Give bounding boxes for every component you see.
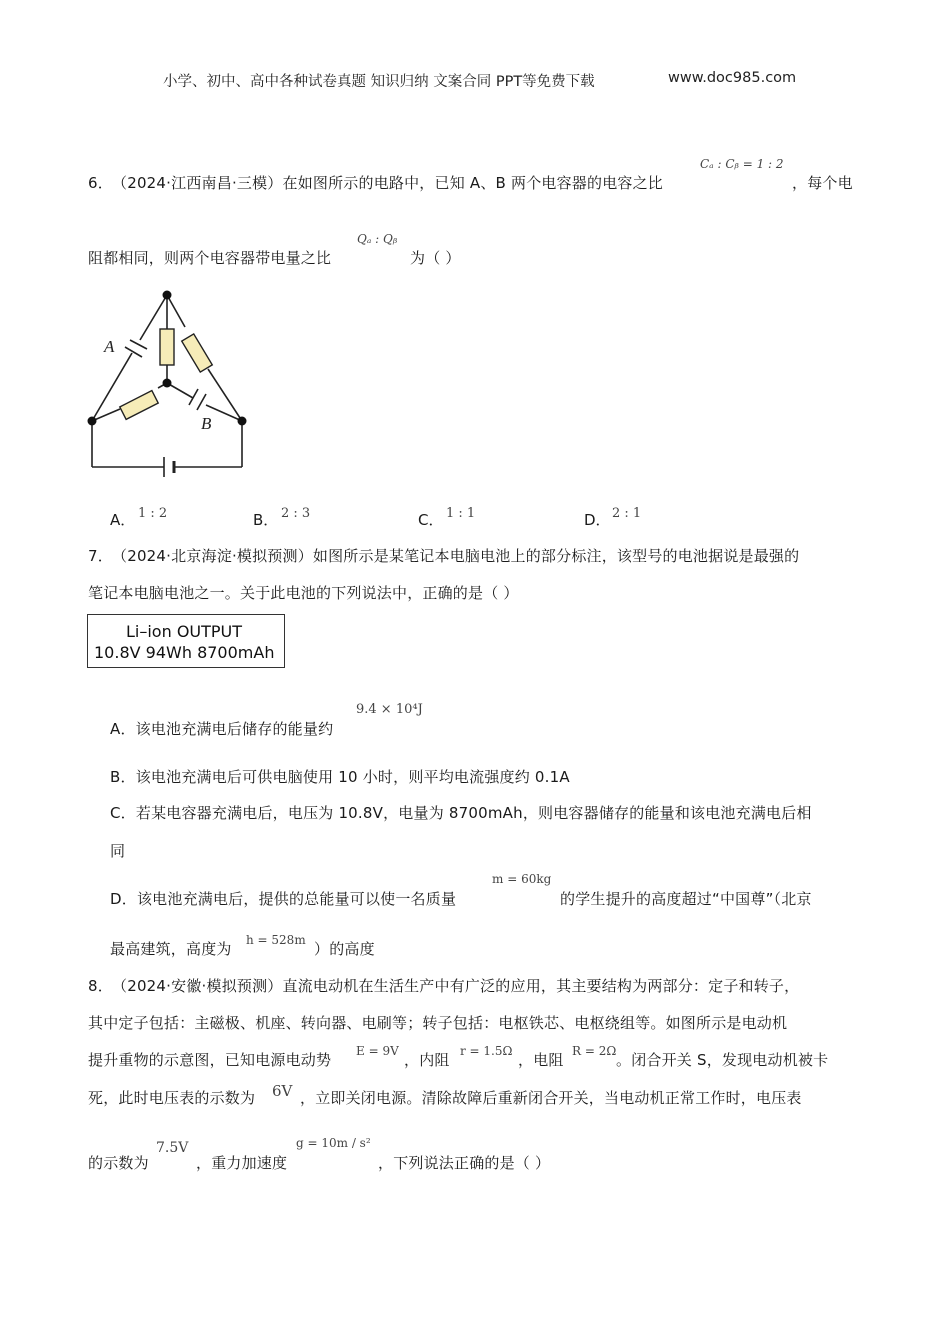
q6-ratio-q: Qₐ : Qᵦ [357, 232, 398, 246]
q6-option-c-value: 1 : 1 [446, 506, 476, 521]
q8-line1: （2024·安徽·模拟预测）直流电动机在生活生产中有广泛的应用，其主要结构为两部分：定子和转子， [112, 977, 800, 995]
battery-label-box [87, 614, 285, 668]
q7-option-d-math: m = 60kg [492, 872, 552, 886]
capacitor-a-icon [125, 340, 147, 357]
label-a: A [104, 337, 115, 356]
q8-line4-m1: 6V [272, 1082, 293, 1100]
q7-option-c-text2: 同 [110, 842, 126, 860]
q6-option-c-letter[interactable]: C． [418, 511, 444, 529]
q6-line1: （2024·江西南昌·三模）在如图所示的电路中，已知 A、B 两个电容器的电容之比 [112, 174, 664, 192]
q7-option-d-text1-tail: 的学生提升的高度超过“中国尊”（北京 [560, 890, 812, 908]
q8-line5-b: ，重力加速度 [196, 1154, 288, 1172]
q8-line2: 其中定子包括：主磁极、机座、转向器、电刷等；转子包括：电枢铁芯、电枢绕组等。如图所示是电动机 [88, 1014, 788, 1032]
q6-line2-tail: 为（ ） [410, 249, 461, 267]
q7-option-b-text[interactable]: B．该电池充满电后可供电脑使用 10 小时，则平均电流强度约 0.1A [110, 768, 570, 786]
q8-line5-m2: g = 10m / s² [296, 1136, 371, 1150]
q8-line3-m1: E = 9V [356, 1044, 399, 1058]
q7-line2: 笔记本电脑电池之一。关于此电池的下列说法中，正确的是（ ） [88, 584, 519, 602]
q8-line4-a: 死，此时电压表的示数为 [88, 1089, 256, 1107]
q8-line5-c: ，下列说法正确的是（ ） [378, 1154, 551, 1172]
q7-number: 7． [88, 547, 113, 565]
q7-line1: （2024·北京海淀·模拟预测）如图所示是某笔记本电脑电池上的部分标注，该型号的电池据说是最强的 [112, 547, 800, 565]
q7-option-d-text1[interactable]: D．该电池充满电后，提供的总能量可以使一名质量 [110, 890, 457, 908]
q6-line2: 阻都相同，则两个电容器带电量之比 [88, 249, 332, 267]
q6-option-d-value: 2 : 1 [612, 506, 642, 521]
resistor-left-icon [120, 391, 158, 420]
resistor-right-icon [182, 334, 213, 372]
battery-icon [164, 457, 174, 477]
header-site-text: 小学、初中、高中各种试卷真题 知识归纳 文案合同 PPT等免费下载 [163, 74, 595, 90]
q6-line1-tail: ，每个电 [792, 174, 853, 192]
battery-label-line2: 10.8V 94Wh 8700mAh [94, 643, 275, 662]
q8-number: 8． [88, 977, 113, 995]
q7-option-d-text2-tail: ）的高度 [314, 940, 375, 958]
q7-option-a-math: 9.4 × 10⁴J [356, 702, 423, 717]
q8-line5-a: 的示数为 [88, 1154, 149, 1172]
q6-option-a-value: 1 : 2 [138, 506, 168, 521]
q8-line5-m1: 7.5V [156, 1140, 189, 1156]
q8-line3-b: ，内阻 [404, 1051, 450, 1069]
q8-line3-m3: R = 2Ω [572, 1044, 617, 1058]
q7-option-d-math2: h = 528m [246, 933, 306, 947]
q6-ratio-c: Cₐ : Cᵦ = 1 : 2 [700, 157, 784, 171]
q8-line3-d: 。闭合开关 S，发现电动机被卡 [616, 1051, 829, 1069]
capacitor-b-icon [189, 389, 206, 410]
q7-option-d-text2: 最高建筑，高度为 [110, 940, 232, 958]
q6-option-a-letter[interactable]: A． [110, 511, 136, 529]
label-b: B [201, 414, 212, 433]
q8-line3-c: ，电阻 [518, 1051, 564, 1069]
header-site-url[interactable]: www.doc985.com [668, 70, 797, 86]
q8-line4-b: ，立即关闭电源。清除故障后重新闭合开关，当电动机正常工作时，电压表 [300, 1089, 802, 1107]
q8-line3-a: 提升重物的示意图，已知电源电动势 [88, 1051, 332, 1069]
q8-line3-m2: r = 1.5Ω [460, 1044, 513, 1058]
q6-option-d-letter[interactable]: D． [584, 511, 611, 529]
q6-option-b-letter[interactable]: B． [253, 511, 279, 529]
q6-option-b-value: 2 : 3 [281, 506, 311, 521]
resistor-center-icon [160, 329, 174, 365]
q6-number: 6． [88, 174, 113, 192]
q7-option-a-text[interactable]: A．该电池充满电后储存的能量约 [110, 720, 334, 738]
q7-option-c-text1[interactable]: C．若某电容器充满电后，电压为 10.8V，电量为 8700mAh，则电容器储存的能量和该电池充满电后相 [110, 804, 812, 822]
circuit-diagram [80, 285, 255, 485]
battery-label-line1: Li–ion OUTPUT [126, 622, 243, 641]
